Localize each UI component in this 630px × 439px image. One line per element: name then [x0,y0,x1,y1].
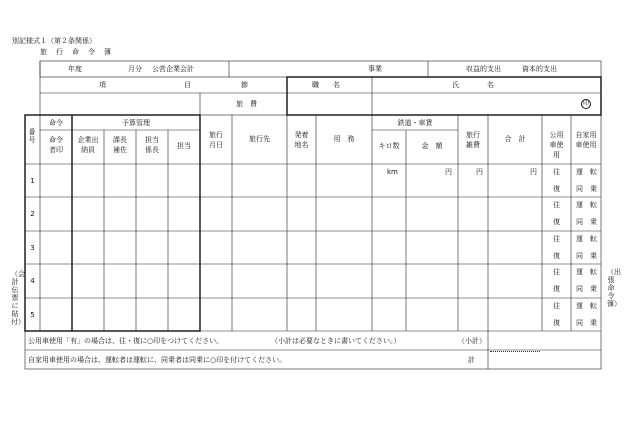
row-misc-unit: 円 [476,168,483,176]
col-misc-expense: 旅行雑費 [466,131,480,149]
private-car-passenger: 同 乗 [576,319,597,327]
left-side-label: （会計伝票に貼付） [11,270,25,326]
col-private-car: 自家用車使用 [575,131,597,149]
col-staff: 担当 [177,142,191,150]
public-car-fuku: 復 [553,218,560,226]
private-car-driver: 運 転 [576,168,597,176]
public-car-fuku: 復 [553,319,560,327]
subtotal-label: （小計） [458,337,486,345]
private-car-passenger: 同 乗 [576,252,597,260]
public-car-fuku: 復 [553,185,560,193]
col-section-chief: 課長補佐 [113,136,127,154]
col-km-count: キロ数 [378,142,400,150]
col-rail: 鉄道・車賃 [397,119,433,127]
note-subtotal-hint: （小計は必要なときに書いてください。） [271,337,401,345]
moku-label: 目 [184,81,191,89]
row-number: 2 [30,210,35,218]
public-car-fuku: 復 [553,285,560,293]
revenue-expense-label: 収益的支出 [466,65,501,73]
row-number: 3 [30,244,35,252]
private-car-driver: 運 転 [576,201,597,209]
private-car-driver: 運 転 [576,235,597,243]
public-car-ou: 往 [553,201,560,209]
private-car-driver: 運 転 [576,302,597,310]
col-travel-date: 旅行月日 [209,131,223,149]
kou-label: 項 [99,81,106,89]
col-business: 用 務 [333,135,355,143]
right-side-label: （出張命令簿） [607,268,621,308]
public-car-ou: 往 [553,302,560,310]
row-number: 5 [30,311,35,319]
col-order-seal: 命令者印 [49,136,63,154]
subtotal-line [490,351,540,352]
col-order: 命令 [49,119,63,127]
private-car-passenger: 同 乗 [576,185,597,193]
row-km-unit: km [387,168,398,176]
private-car-passenger: 同 乗 [576,285,597,293]
note-private-car: 自家用車使用の場合は、運転者は運転に、同乗者は同乗に○印を付けてください。 [28,356,287,364]
project-label: 事業 [368,65,382,73]
col-budget: 予算管理 [122,119,150,127]
seal-mark: 印 [582,100,589,107]
position-label: 職 名 [312,81,340,89]
public-car-fuku: 復 [553,252,560,260]
capital-expense-label: 資本的支出 [522,65,557,73]
row-number: 1 [30,177,35,185]
private-car-passenger: 同 乗 [576,218,597,226]
form-title: 旅 行 命 令 簿 [40,48,112,56]
row-amount-unit: 円 [445,168,452,176]
public-car-ou: 往 [553,235,560,243]
row-number: 4 [30,277,35,285]
col-total: 合 計 [504,135,526,143]
year-label: 年度 [68,65,82,73]
total-label: 計 [468,356,475,364]
setsu-label: 節 [241,81,248,89]
month-label: 月分 [128,65,142,73]
travel-expense-label: 旅 費 [236,100,257,108]
form-number: 別記様式１（第２条関係） [12,37,96,45]
col-amount: 金 額 [421,142,443,150]
col-chief-in-charge: 担当係長 [145,136,159,154]
name-label: 氏 名 [452,81,494,89]
col-departure: 発着地名 [294,131,309,149]
col-number: 番号 [28,128,36,144]
public-car-ou: 往 [553,168,560,176]
account-label: 公営企業会計 [152,65,194,73]
note-public-car: 公用車使用「有」の場合は、往・復に○印をつけてください。 [28,337,224,345]
col-public-car: 公用車使用 [549,131,564,159]
col-accounting: 企業出納員 [77,136,99,154]
private-car-driver: 運 転 [576,268,597,276]
row-total-unit: 円 [530,168,537,176]
public-car-ou: 往 [553,268,560,276]
col-destination: 旅行先 [249,135,270,143]
